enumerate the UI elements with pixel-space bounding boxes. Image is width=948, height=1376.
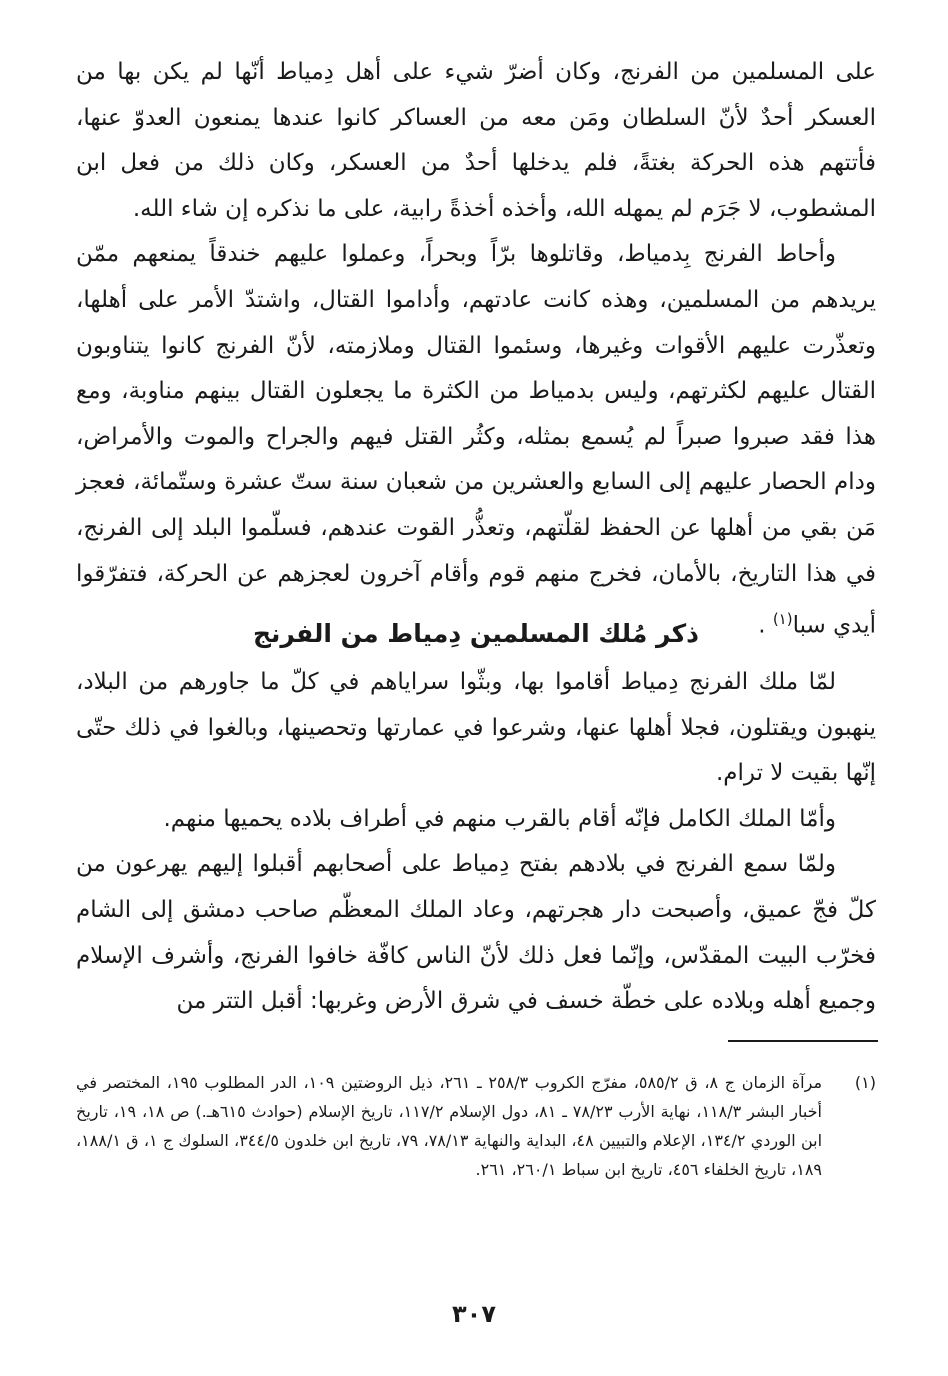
paragraph-2-end-mark: .	[758, 612, 766, 639]
footnote-item	[76, 1068, 876, 1184]
paragraph-4: وأمّا الملك الكامل فإنّه أقام بالقرب منهم في أطراف بلاده يحميها منهم.	[163, 805, 836, 832]
section-text-block	[76, 660, 876, 1025]
footnotes-block	[76, 1068, 876, 1184]
footnote-number: (١)	[854, 1073, 876, 1092]
footnote-divider	[728, 1040, 878, 1042]
paragraph-1: على المسلمين من الفرنج، وكان أضرّ شيء على أهل دِمياط أنّها لم يكن بها من العسكر أحدٌ لأنّ السلطان ومَن معه من العساكر كانوا عندها يمنعون العدوّ عنها، فأتتهم هذه الحركة بغتةً، فلم يدخلها أحدٌ من العسكر، وكان ذلك من فعل ابن المشطوب، لا جَرَم لم يمهله الله، وأخذه أخذةً رابية، على ما نذكره إن شاء الله.	[76, 59, 876, 222]
footnote-reference: (١)	[772, 610, 793, 629]
paragraph-5: ولمّا سمع الفرنج في بلادهم بفتح دِمياط على أصحابهم أقبلوا إليهم يهرعون من كلّ فجّ عميق، وأصبحت دار هجرتهم، وعاد الملك المعظّم صاحب دمشق إلى الشام فخرّب البيت المقدّس، وإنّما فعل ذلك لأنّ الناس كافّة خافوا الفرنج، وأشرف الإسلام وجميع أهله وبلاده على خطّة خسف في شرق الأرض وغربها: أقبل التتر من	[76, 851, 876, 1015]
footnote-text: مرآة الزمان ج ٨، ق ٥٨٥/٢، مفرّج الكروب ٢٥٨/٣ ـ ٢٦١، ذيل الروضتين ١٠٩، الدر المطلوب ١٩٥، المختصر في أخبار البشر ١١٨/٣، نهاية الأرب ٧٨/٢٣ ـ ٨١، دول الإسلام ١١٧/٢، تاريخ الإسلام (حوادث ٦١٥هـ.) ص ١٨، ١٩، تاريخ ابن الوردي ١٣٤/٢، الإعلام والتبيين ٤٨، البداية والنهاية ٧٨/١٣، ٧٩، تاريخ ابن خلدون ٣٤٤/٥، السلوك ج ١، ق ١٨٨/١، ١٨٩، تاريخ الخلفاء ٤٥٦، تاريخ ابن سباط ٢٦٠/١، ٢٦١.	[76, 1073, 823, 1179]
paragraph-3: لمّا ملك الفرنج دِمياط أقاموا بها، وبثّوا سراياهم في كلّ ما جاورهم من البلاد، ينهبون ويقتلون، فجلا أهلها عنها، وشرعوا في عمارتها وتحصينها، وبالغوا في ذلك حتّى إنّها بقيت لا ترام.	[76, 669, 876, 787]
paragraph-2-text: وأحاط الفرنج بِدمياط، وقاتلوها برّاً وبحراً، وعملوا عليهم خندقاً يمنعهم ممّن يريدهم من المسلمين، وهذه كانت عادتهم، وأداموا القتال، واشتدّ الأمر على أهلها، وتعذّرت عليهم الأقوات وغيرها، وسئموا القتال وملازمته، لأنّ الفرنج كانوا يتناوبون القتال عليهم لكثرتهم، وليس بدمياط من الكثرة ما يجعلون القتال بينهم مناوبة، ومع هذا فقد صبروا صبراً لم يُسمع بمثله، وكثُر القتل فيهم والجراح والموت والأمراض، ودام الحصار عليهم إلى السابع والعشرين من شعبان سنة ستّ عشرة وستّمائة، فعجز مَن بقي من أهلها عن الحفظ لقلّتهم، وتعذُّر القوت عندهم، فسلّموا البلد إلى الفرنج، في هذا التاريخ، بالأمان، فخرج منهم قوم وأقام آخرون لعجزهم عن الحركة، فتفرّقوا أيدي سبا	[76, 241, 876, 639]
page-number: ٣٠٧	[452, 1300, 496, 1328]
paragraph-2	[76, 232, 876, 649]
main-text-block	[76, 50, 876, 649]
section-heading: ذكر مُلك المسلمين دِمياط من الفرنج	[253, 619, 699, 648]
